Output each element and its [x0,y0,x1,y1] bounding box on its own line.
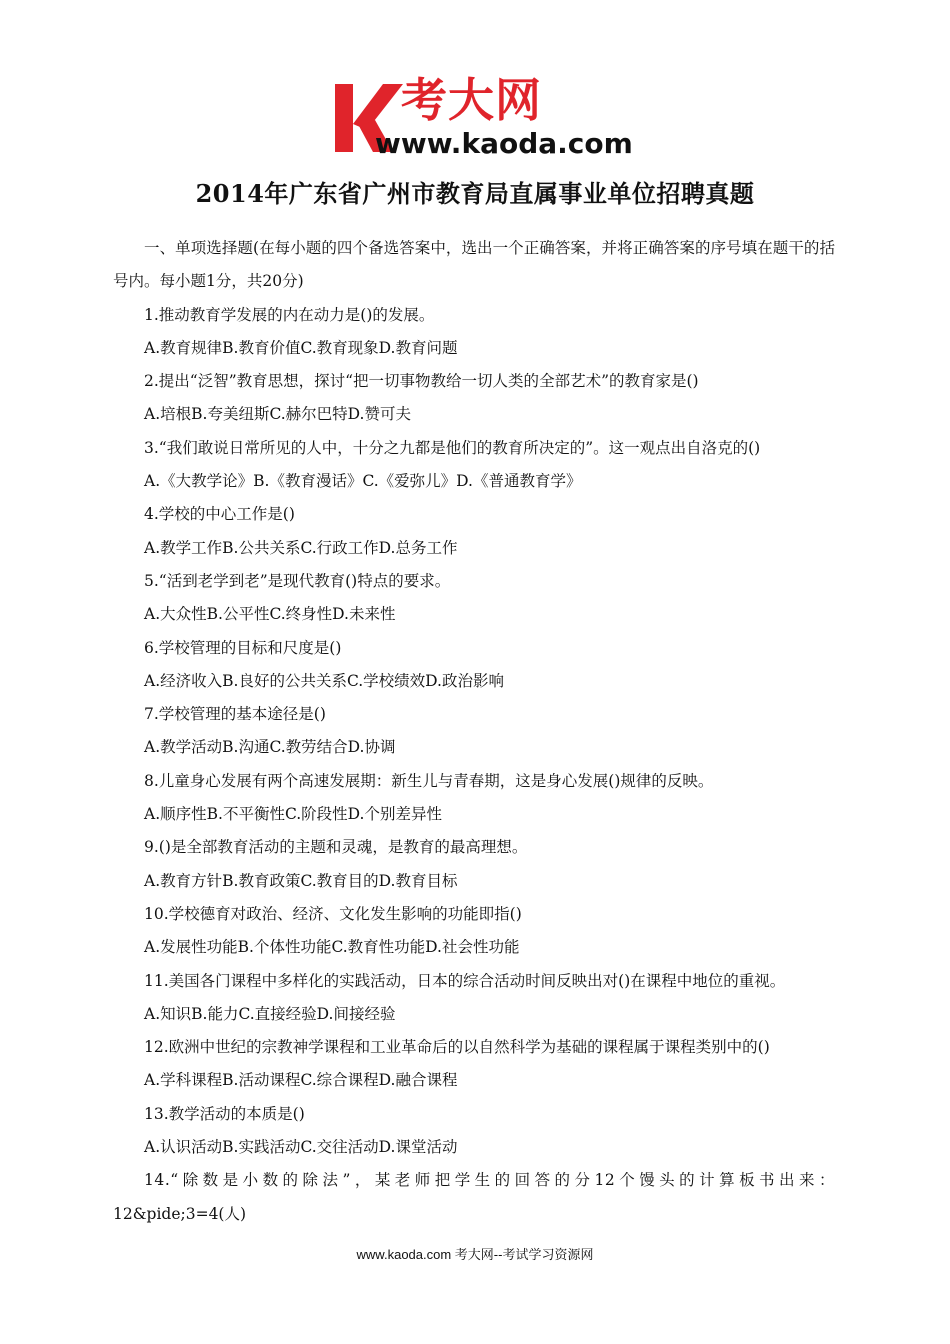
question-12-options: A.学科课程B.活动课程C.综合课程D.融合课程 [144,1071,458,1090]
question-1: 1.推动教育学发展的内在动力是()的发展。 [144,305,435,324]
question-14-formula: 12&pide;3=4(人) [113,1204,247,1223]
kaoda-logo [333,73,655,164]
question-6: 6.学校管理的目标和尺度是() [144,638,342,657]
question-4-options: A.教学工作B.公共关系C.行政工作D.总务工作 [144,538,458,557]
question-14-text: 14.“除数是小数的除法”，某老师把学生的回答的分12个馒头的计算板书出来： [144,1171,835,1190]
question-2-options: A.培根B.夸美纽斯C.赫尔巴特D.赞可夫 [144,405,411,424]
question-13-options: A.认识活动B.实践活动C.交往活动D.课堂活动 [144,1138,458,1157]
question-8-options: A.顺序性B.不平衡性C.阶段性D.个别差异性 [144,805,442,824]
logo-brand-text: 考大网 [401,73,542,127]
question-13: 13.教学活动的本质是() [144,1104,305,1123]
question-5: 5.“活到老学到老”是现代教育()特点的要求。 [144,571,451,590]
page-title: 2014年广东省广州市教育局直属事业单位招聘真题 [195,179,755,208]
question-3-options: A.《大教学论》B.《教育漫话》C.《爱弥儿》D.《普通教育学》 [144,472,582,491]
logo-url-text: www.kaoda.com [375,127,633,160]
question-2: 2.提出“泛智”教育思想，探讨“把一切事物教给一切人类的全部艺术”的教育家是() [144,372,699,391]
question-10: 10.学校德育对政治、经济、文化发生影响的功能即指() [144,904,522,923]
question-10-options: A.发展性功能B.个体性功能C.教育性功能D.社会性功能 [144,938,520,957]
question-7-options: A.教学活动B.沟通C.教劳结合D.协调 [144,738,396,757]
question-3: 3.“我们敢说日常所见的人中，十分之九都是他们的教育所决定的”。这一观点出自洛克的() [144,438,761,457]
question-9: 9.()是全部教育活动的主题和灵魂，是教育的最高理想。 [144,838,528,857]
question-11: 11.美国各门课程中多样化的实践活动，日本的综合活动时间反映出对()在课程中地位的重视。 [144,971,786,990]
question-8: 8.儿童身心发展有两个高速发展期：新生儿与青春期，这是身心发展()规律的反映。 [144,771,714,790]
question-4: 4.学校的中心工作是() [144,505,295,524]
question-12: 12.欧洲中世纪的宗教神学课程和工业革命后的以自然科学为基础的课程属于课程类别中的() [144,1038,770,1057]
question-11-options: A.知识B.能力C.直接经验D.间接经验 [144,1004,396,1023]
question-1-options: A.教育规律B.教育价值C.教育现象D.教育问题 [144,338,458,357]
question-6-options: A.经济收入B.良好的公共关系C.学校绩效D.政治影响 [144,671,504,690]
question-7: 7.学校管理的基本途径是() [144,705,326,724]
section-intro: 一、单项选择题(在每小题的四个备选答案中，选出一个正确答案，并将正确答案的序号填在题干的括号内。每小题1分，共20分) [113,239,835,291]
question-9-options: A.教育方针B.教育政策C.教育目的D.教育目标 [144,871,458,890]
question-14 [113,1164,835,1231]
exam-content [113,232,835,1231]
question-5-options: A.大众性B.公平性C.终身性D.未来性 [144,605,396,624]
page-footer: www.kaoda.com 考大网--考试学习资源网 [356,1247,594,1262]
